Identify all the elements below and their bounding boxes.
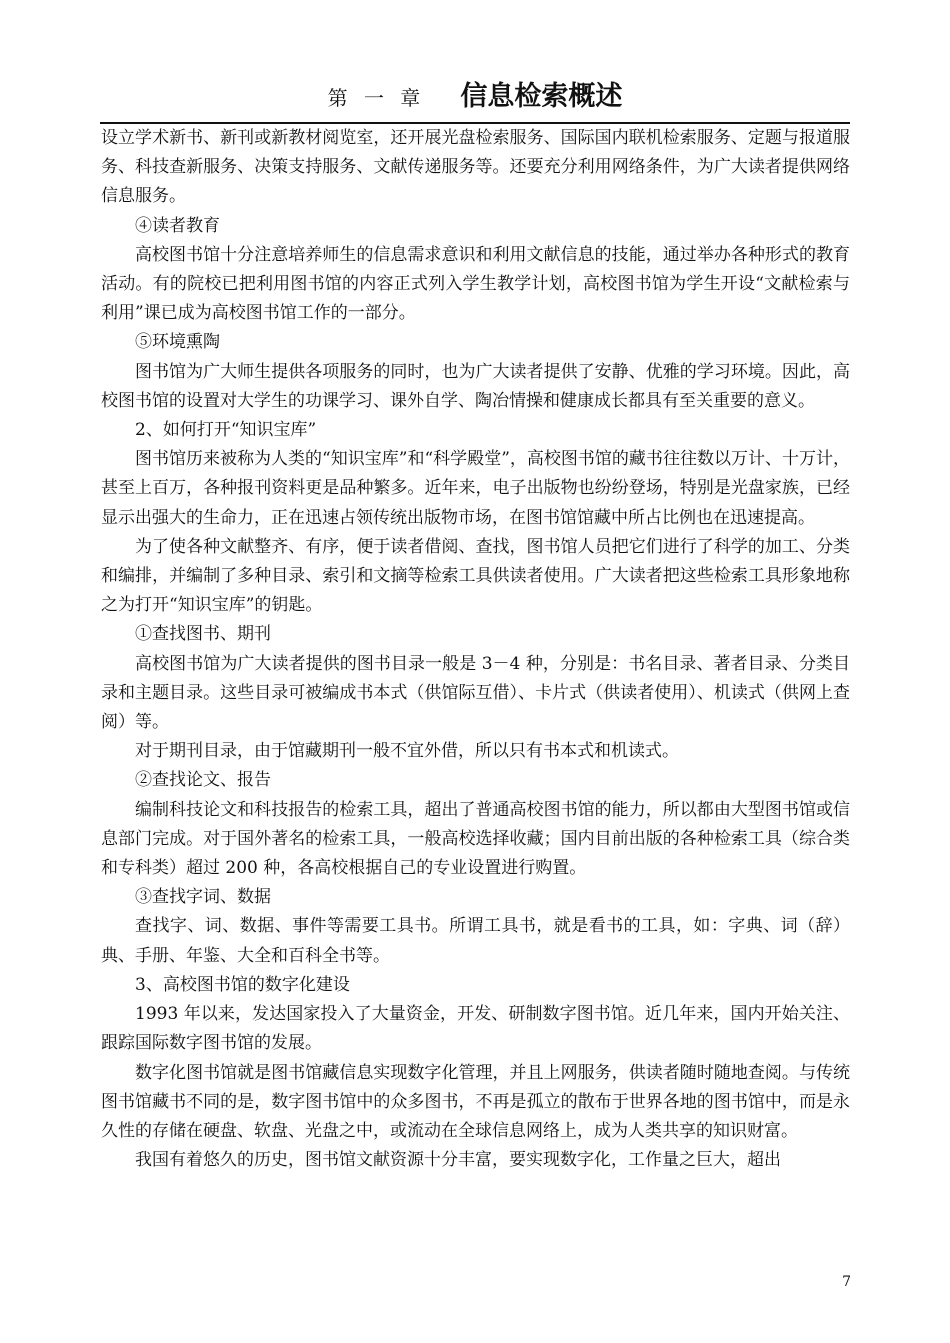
paragraph: ⑤环境熏陶 — [135, 332, 220, 353]
paragraph: 3、高校图书馆的数字化建设 — [135, 974, 350, 995]
chapter-label: 第 一 章 — [327, 86, 426, 110]
paragraph: 为了使各种文献整齐、有序，便于读者借阅、查找，图书馆人员把它们进行了科学的加工、分类和编排，并编制了多种目录、索引和文摘等检索工具供读者使用。广大读者把这些检索工具形象地称之为打开“知识宝库”的钥匙。 — [101, 536, 850, 616]
paragraph: 图书馆历来被称为人类的“知识宝库”和“科学殿堂”，高校图书馆的藏书往往数以万计、十万计，甚至上百万，各种报刊资料更是品种繁多。近年来，电子出版物也纷纷登场，特别是光盘家族，已经显示出强大的生命力，正在迅速占领传统出版物市场，在图书馆馆藏中所占比例也在迅速提高。 — [101, 449, 850, 528]
running-header — [100, 74, 850, 122]
paragraph: 对于期刊目录，由于馆藏期刊一般不宜外借，所以只有书本式和机读式。 — [135, 741, 679, 762]
chapter-title: 信息检索概述 — [460, 81, 623, 112]
paragraph: 图书馆为广大师生提供各项服务的同时，也为广大读者提供了安静、优雅的学习环境。因此，高校图书馆的设置对大学生的功课学习、课外自学、陶冶情操和健康成长都具有至关重要的意义。 — [101, 361, 850, 411]
paragraph: ①查找图书、期刊 — [135, 624, 271, 645]
paragraph: 我国有着悠久的历史，图书馆文献资源十分丰富，要实现数字化，工作量之巨大，超出 — [135, 1150, 781, 1171]
paragraph: 查找字、词、数据、事件等需要工具书。所谓工具书，就是看书的工具，如：字典、词（辞）典、手册、年鉴、大全和百科全书等。 — [101, 916, 850, 966]
body-text — [101, 124, 850, 1175]
page-number: 7 — [842, 1274, 851, 1290]
paragraph: 1993 年以来，发达国家投入了大量资金，开发、研制数字图书馆。近几年来，国内开始关注、跟踪国际数字图书馆的发展。 — [101, 1004, 850, 1054]
paragraph: 编制科技论文和科技报告的检索工具，超出了普通高校图书馆的能力，所以都由大型图书馆或信息部门完成。对于国外著名的检索工具，一般高校选择收藏；国内目前出版的各种检索工具（综合类和专科类）超过 200 种，各高校根据自己的专业设置进行购置。 — [101, 799, 850, 879]
paragraph: 2、如何打开“知识宝库” — [135, 420, 317, 441]
paragraph: ③查找字词、数据 — [135, 887, 271, 908]
paragraph: 高校图书馆为广大读者提供的图书目录一般是 3－4 种，分别是：书名目录、著者目录、分类目录和主题目录。这些目录可被编成书本式（供馆际互借）、卡片式（供读者使用）、机读式（供网上查阅）等。 — [101, 653, 850, 733]
paragraph: 设立学术新书、新刊或新教材阅览室，还开展光盘检索服务、国际国内联机检索服务、定题与报道服务、科技查新服务、决策支持服务、文献传递服务等。还要充分利用网络条件，为广大读者提供网络信息服务。 — [101, 128, 850, 207]
paragraph: ②查找论文、报告 — [135, 770, 271, 791]
paragraph: 数字化图书馆就是图书馆藏信息实现数字化管理，并且上网服务，供读者随时随地查阅。与传统图书馆藏书不同的是，数字图书馆中的众多图书，不再是孤立的散布于世界各地的图书馆中，而是永久性的存储在硬盘、软盘、光盘之中，或流动在全球信息网络上，成为人类共享的知识财富。 — [101, 1062, 850, 1141]
paragraph: 高校图书馆十分注意培养师生的信息需求意识和利用文献信息的技能，通过举办各种形式的教育活动。有的院校已把利用图书馆的内容正式列入学生教学计划，高校图书馆为学生开设“文献检索与利用”课已成为高校图书馆工作的一部分。 — [101, 244, 850, 324]
paragraph: ④读者教育 — [135, 215, 220, 236]
